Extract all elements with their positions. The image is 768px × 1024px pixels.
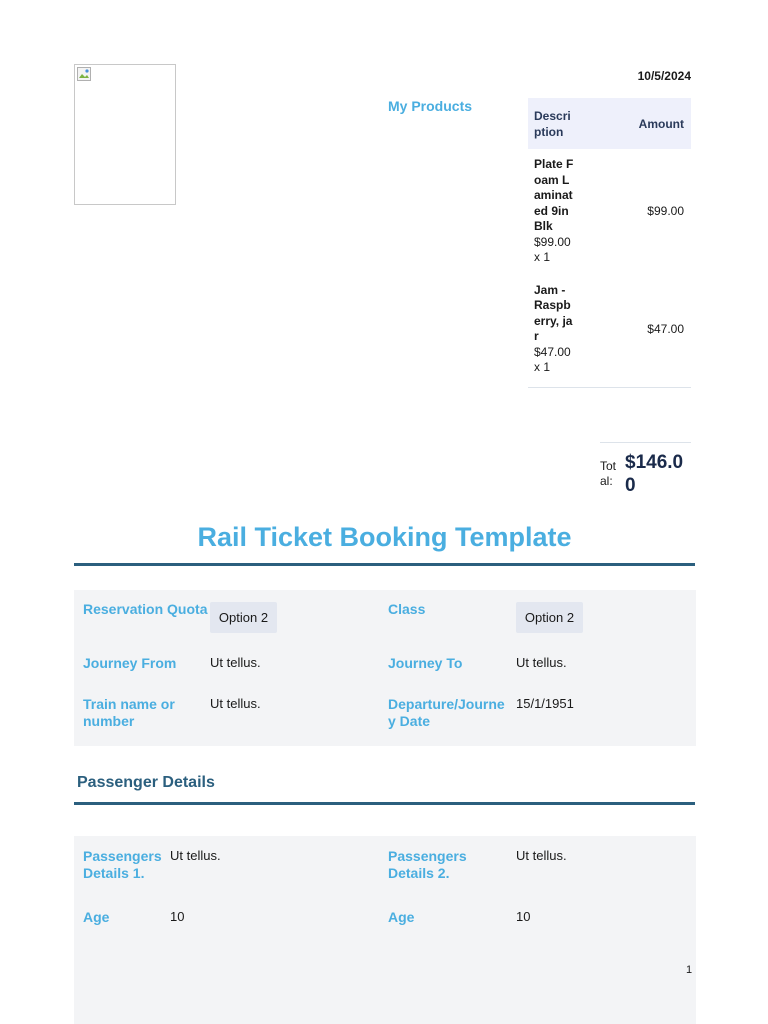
passenger-details-title: Passenger Details	[77, 774, 215, 791]
product-name: Plate Foam Laminated 9in Blk	[534, 157, 574, 233]
train-value: Ut tellus.	[210, 696, 261, 711]
description-header: Description	[534, 108, 571, 139]
product-price-line: $99.00 x 1	[534, 234, 571, 264]
page-title: Rail Ticket Booking Template	[197, 522, 572, 552]
passenger-details-panel	[74, 836, 696, 1024]
products-title: My Products	[388, 98, 473, 114]
passenger-1-value: Ut tellus.	[170, 848, 221, 863]
total-block	[600, 451, 685, 497]
departure-date-label: Departure/Journey Date	[388, 696, 505, 729]
total-label: Total:	[600, 459, 617, 488]
product-row	[528, 275, 691, 385]
amount-header: Amount	[638, 116, 684, 131]
class-label: Class	[388, 601, 426, 617]
total-divider	[600, 442, 691, 443]
product-amount: $47.00	[647, 322, 684, 336]
title-divider	[74, 563, 695, 566]
journey-to-label: Journey To	[388, 655, 463, 671]
reservation-quota-select[interactable]: Option 2	[210, 602, 277, 633]
product-amount: $99.00	[647, 204, 684, 219]
passenger-1-label: Passengers Details 1.	[83, 848, 162, 881]
passenger-2-value: Ut tellus.	[516, 848, 567, 863]
broken-image-icon	[77, 67, 91, 81]
age-2-value: 10	[516, 909, 531, 924]
class-select[interactable]: Option 2	[516, 602, 583, 633]
products-table	[528, 98, 691, 388]
passenger-divider	[74, 802, 695, 805]
age-2-label: Age	[388, 909, 415, 925]
reservation-quota-label: Reservation Quota	[83, 601, 208, 617]
logo-image	[74, 64, 176, 205]
journey-from-label: Journey From	[83, 655, 177, 671]
product-price-line: $47.00 x 1	[534, 344, 571, 374]
total-value: $146.00	[625, 452, 684, 496]
document-date: 10/5/2024	[637, 69, 691, 83]
departure-date-value: 15/1/1951	[516, 696, 574, 711]
passenger-2-label: Passengers Details 2.	[388, 848, 467, 881]
page-number: 1	[686, 964, 693, 976]
products-table-header	[528, 98, 691, 149]
table-divider	[528, 387, 691, 388]
booking-details-panel	[74, 590, 696, 746]
product-row	[528, 149, 691, 275]
age-1-value: 10	[170, 909, 185, 924]
product-name: Jam - Raspberry, jar	[534, 282, 573, 343]
journey-to-value: Ut tellus.	[516, 655, 567, 670]
journey-from-value: Ut tellus.	[210, 655, 261, 670]
train-label: Train name or number	[83, 696, 175, 729]
age-1-label: Age	[83, 909, 110, 925]
